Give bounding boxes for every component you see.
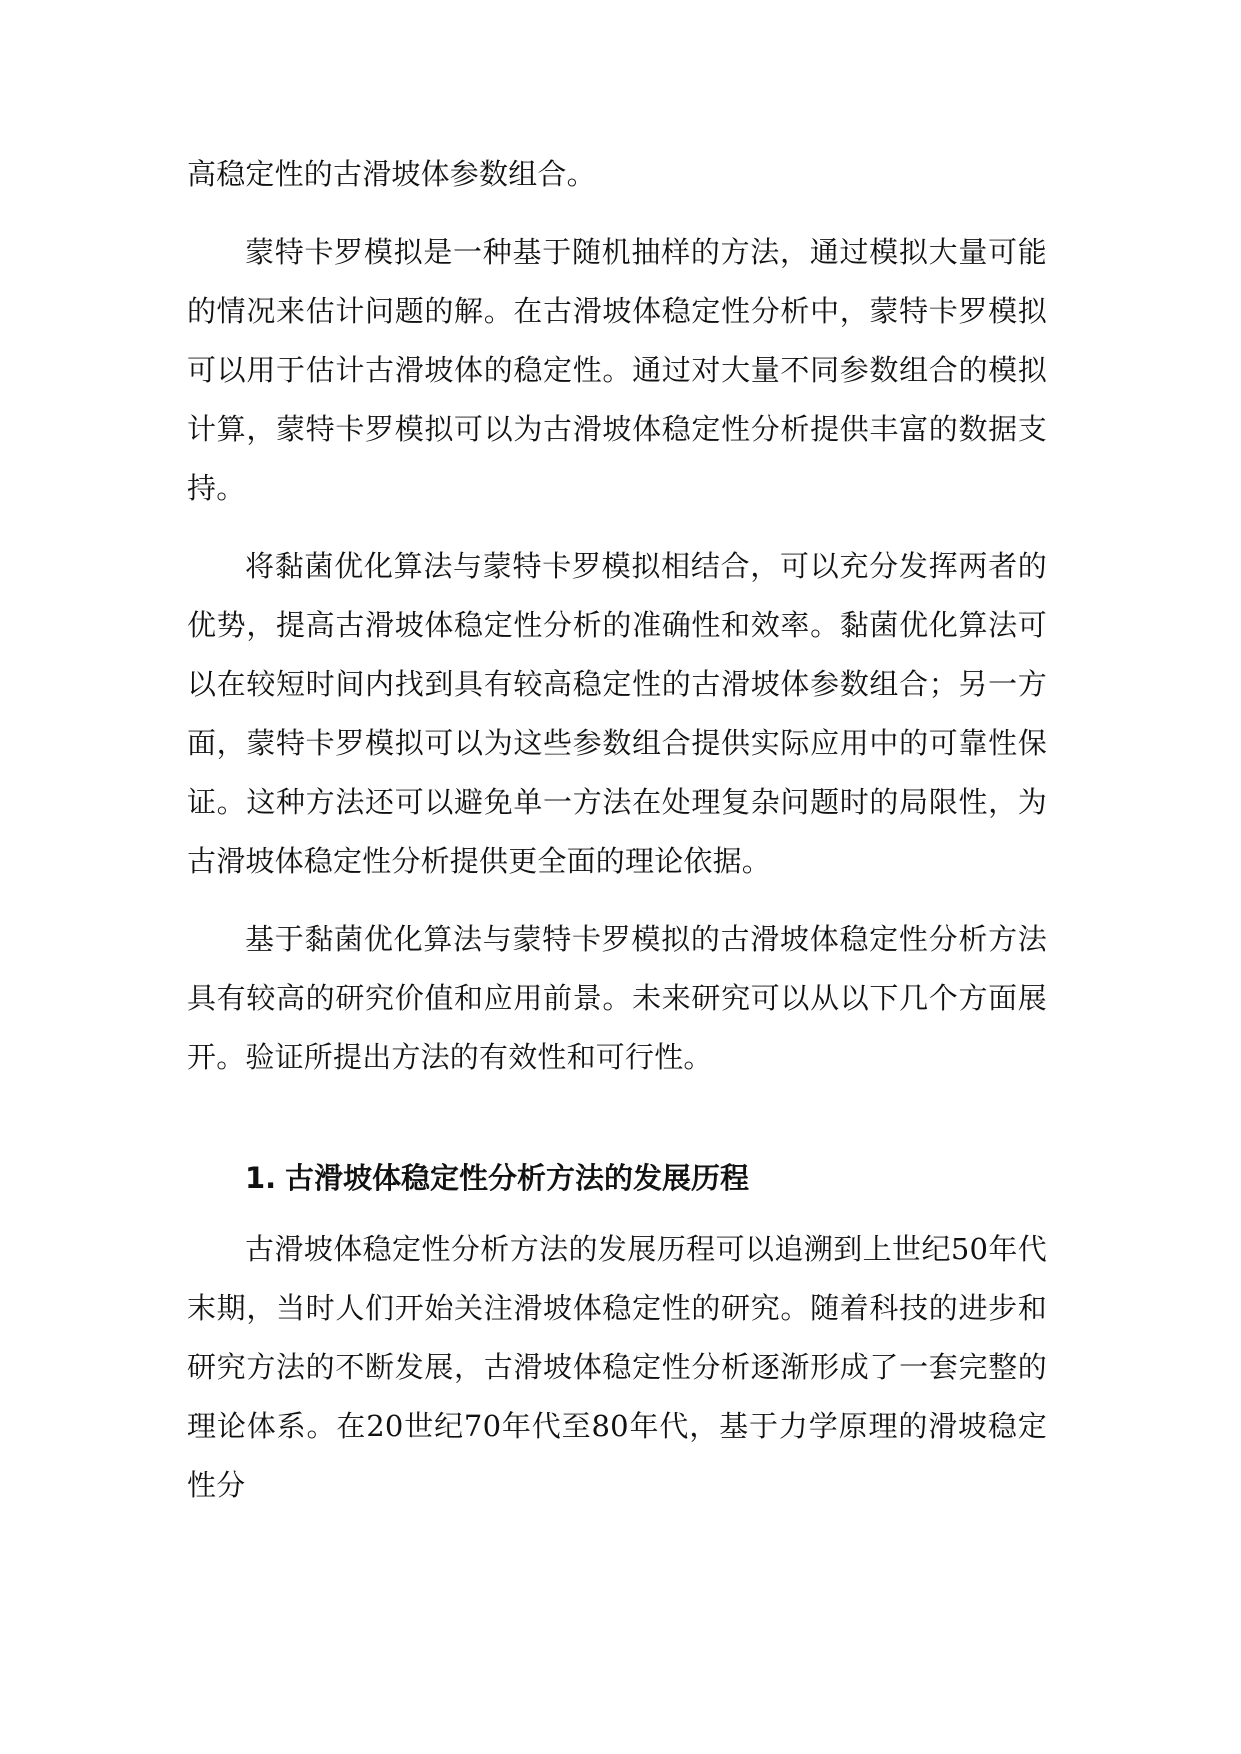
paragraph-monte-carlo: 蒙特卡罗模拟是一种基于随机抽样的方法，通过模拟大量可能的情况来估计问题的解。在古滑坡体稳定性分析中，蒙特卡罗模拟可以用于估计古滑坡体的稳定性。通过对大量不同参数组合的模拟计算，蒙特卡罗模拟可以为古滑坡体稳定性分析提供丰富的数据支持。 xyxy=(187,235,1047,505)
document-body xyxy=(187,145,1047,1515)
paragraph-continuation: 高稳定性的古滑坡体参数组合。 xyxy=(187,157,596,191)
section-title: 古滑坡体稳定性分析方法的发展历程 xyxy=(285,1161,750,1195)
section-heading xyxy=(187,1149,1047,1208)
paragraph-development-history: 古滑坡体稳定性分析方法的发展历程可以追溯到上世纪50年代末期，当时人们开始关注滑坡体稳定性的研究。随着科技的进步和研究方法的不断发展，古滑坡体稳定性分析逐渐形成了一套完整的理论体系。在20世纪70年代至80年代，基于力学原理的滑坡稳定性分 xyxy=(187,1232,1047,1502)
section-number: 1. xyxy=(245,1161,277,1195)
paragraph-research-value: 基于黏菌优化算法与蒙特卡罗模拟的古滑坡体稳定性分析方法具有较高的研究价值和应用前景。未来研究可以从以下几个方面展开。验证所提出方法的有效性和可行性。 xyxy=(187,922,1047,1074)
paragraph-combined-method: 将黏菌优化算法与蒙特卡罗模拟相结合，可以充分发挥两者的优势，提高古滑坡体稳定性分析的准确性和效率。黏菌优化算法可以在较短时间内找到具有较高稳定性的古滑坡体参数组合；另一方面，蒙特卡罗模拟可以为这些参数组合提供实际应用中的可靠性保证。这种方法还可以避免单一方法在处理复杂问题时的局限性，为古滑坡体稳定性分析提供更全面的理论依据。 xyxy=(187,549,1047,878)
